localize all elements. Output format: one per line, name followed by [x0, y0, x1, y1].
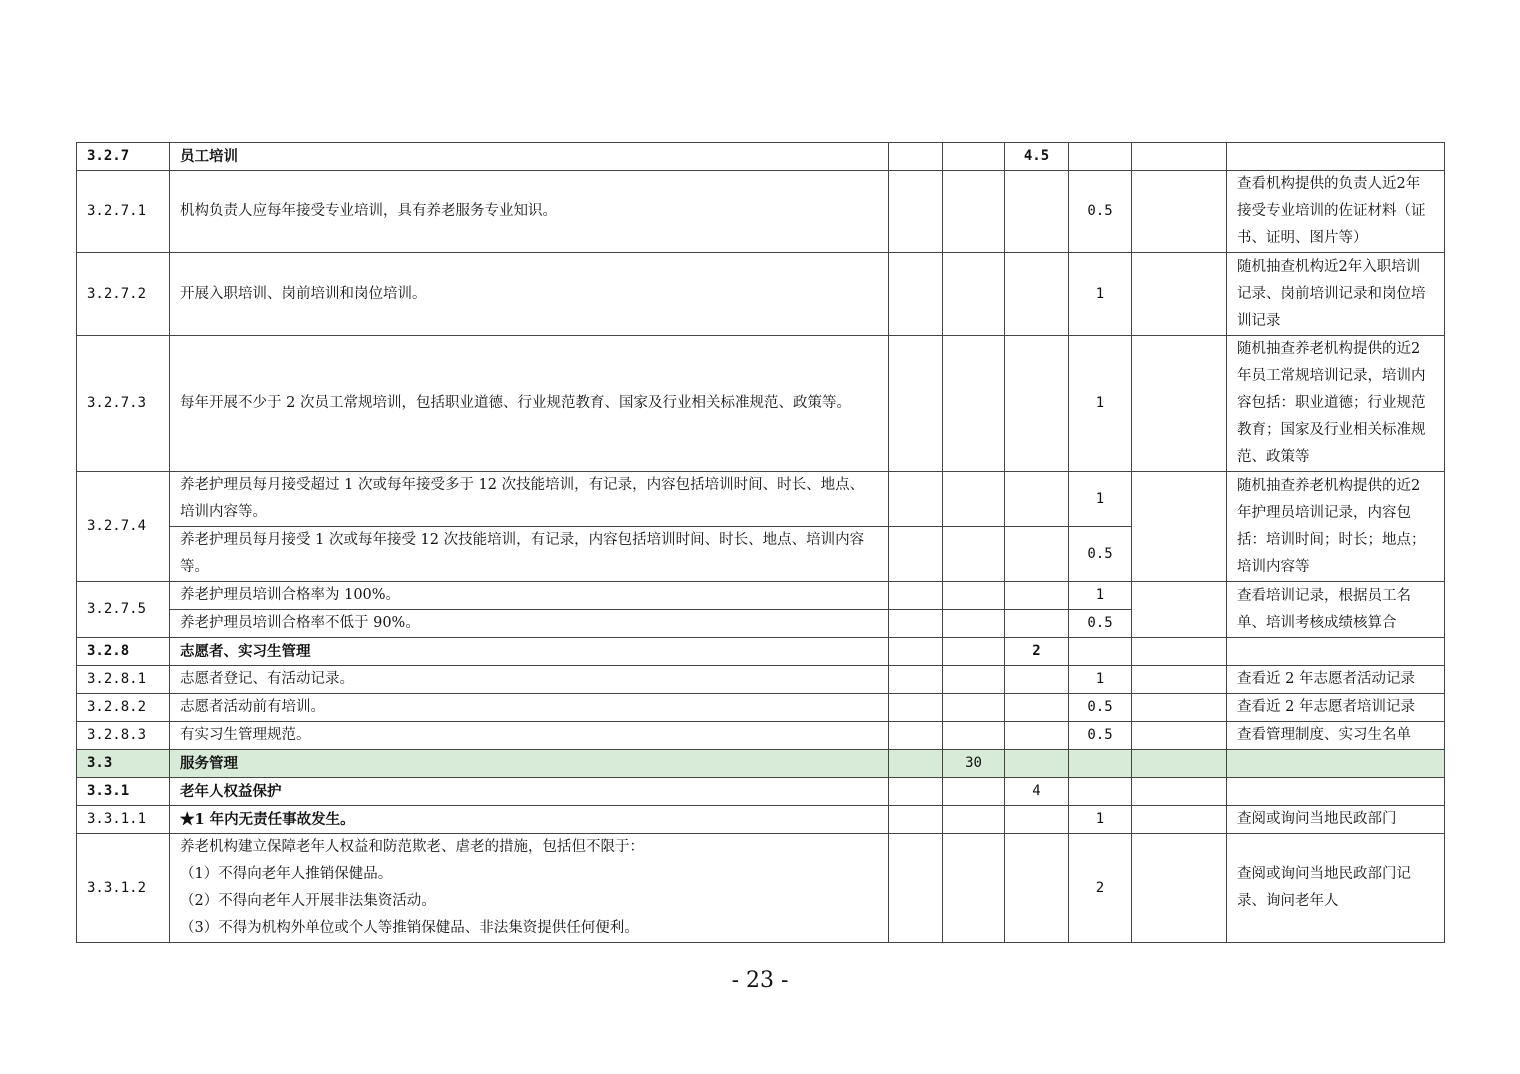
item-code: 3.2.7.2	[77, 253, 170, 336]
item-code: 3.2.7.4	[77, 472, 170, 582]
table-row	[77, 472, 1445, 527]
table-row	[77, 778, 1445, 806]
section-score: 4	[1005, 778, 1069, 806]
item-score: 1	[1069, 336, 1132, 472]
item-text: 机构负责人应每年接受专业培训，具有养老服务专业知识。	[170, 171, 889, 253]
item-text: ★1 年内无责任事故发生。	[170, 806, 889, 834]
total-score: 30	[943, 750, 1005, 778]
section-title: 服务管理	[170, 750, 889, 778]
item-score: 1	[1069, 806, 1132, 834]
item-text: 每年开展不少于 2 次员工常规培训，包括职业道德、行业规范教育、国家及行业相关标准规范、政策等。	[170, 336, 889, 472]
scoring-table	[76, 142, 1445, 943]
table-row	[77, 694, 1445, 722]
table-row	[77, 336, 1445, 472]
check-method: 查阅或询问当地民政部门	[1227, 806, 1445, 834]
item-code: 3.2.7.3	[77, 336, 170, 472]
item-code: 3.2.7	[77, 143, 170, 171]
table-row-section	[77, 750, 1445, 778]
item-score: 1	[1069, 472, 1132, 527]
section-score: 4.5	[1005, 143, 1069, 171]
item-code: 3.2.8.1	[77, 666, 170, 694]
item-text: 有实习生管理规范。	[170, 722, 889, 750]
item-code: 3.2.8	[77, 638, 170, 666]
item-code: 3.3	[77, 750, 170, 778]
page-number: - 23 -	[731, 968, 789, 993]
item-text: 志愿者活动前有培训。	[170, 694, 889, 722]
item-title: 志愿者、实习生管理	[170, 638, 889, 666]
item-code: 3.2.8.2	[77, 694, 170, 722]
table-row	[77, 171, 1445, 253]
item-code: 3.2.7.1	[77, 171, 170, 253]
check-method: 查阅或询问当地民政部门记录、询问老年人	[1227, 834, 1445, 943]
table-row	[77, 638, 1445, 666]
item-code: 3.3.1.2	[77, 834, 170, 943]
table-row	[77, 722, 1445, 750]
item-score: 1	[1069, 666, 1132, 694]
check-method: 查看管理制度、实习生名单	[1227, 722, 1445, 750]
table-row	[77, 666, 1445, 694]
item-line: （1）不得向老年人推销保健品。	[180, 866, 393, 882]
item-score: 0.5	[1069, 722, 1132, 750]
item-code: 3.3.1.1	[77, 806, 170, 834]
check-method: 查看机构提供的负责人近2年接受专业培训的佐证材料（证书、证明、图片等）	[1227, 171, 1445, 253]
item-score: 2	[1069, 834, 1132, 943]
section-score: 2	[1005, 638, 1069, 666]
item-text: 养老护理员培训合格率不低于 90%。	[170, 610, 889, 638]
table-row	[77, 253, 1445, 336]
item-text	[170, 834, 889, 943]
item-text: 养老护理员每月接受 1 次或每年接受 12 次技能培训，有记录，内容包括培训时间、时长、地点、培训内容等。	[170, 527, 889, 582]
item-text: 志愿者登记、有活动记录。	[170, 666, 889, 694]
item-line: 养老机构建立保障老年人权益和防范欺老、虐老的措施，包括但不限于：	[180, 839, 644, 855]
table-row	[77, 582, 1445, 610]
check-method: 随机抽查养老机构提供的近2年员工常规培训记录，培训内容包括：职业道德；行业规范教育；国家及行业相关标准规范、政策等	[1227, 336, 1445, 472]
check-method: 查看近 2 年志愿者培训记录	[1227, 694, 1445, 722]
item-code: 3.2.7.5	[77, 582, 170, 638]
item-line: （2）不得向老年人开展非法集资活动。	[180, 893, 436, 909]
item-code: 3.3.1	[77, 778, 170, 806]
item-score: 1	[1069, 582, 1132, 610]
check-method: 查看培训记录，根据员工名单、培训考核成绩核算合	[1227, 582, 1445, 638]
check-method: 随机抽查养老机构提供的近2年护理员培训记录，内容包括：培训时间；时长；地点；培训内容等	[1227, 472, 1445, 582]
table-row	[77, 806, 1445, 834]
item-title: 员工培训	[170, 143, 889, 171]
table-row	[77, 834, 1445, 943]
table-row	[77, 143, 1445, 171]
check-method: 查看近 2 年志愿者活动记录	[1227, 666, 1445, 694]
item-score: 0.5	[1069, 610, 1132, 638]
item-line: （3）不得为机构外单位或个人等推销保健品、非法集资提供任何便利。	[180, 920, 639, 936]
item-score: 0.5	[1069, 171, 1132, 253]
check-method: 随机抽查机构近2年入职培训记录、岗前培训记录和岗位培训记录	[1227, 253, 1445, 336]
item-text: 养老护理员培训合格率为 100%。	[170, 582, 889, 610]
item-title: 老年人权益保护	[170, 778, 889, 806]
item-code: 3.2.8.3	[77, 722, 170, 750]
item-score: 0.5	[1069, 527, 1132, 582]
item-text: 养老护理员每月接受超过 1 次或每年接受多于 12 次技能培训，有记录，内容包括培训时间、时长、地点、培训内容等。	[170, 472, 889, 527]
item-score: 0.5	[1069, 694, 1132, 722]
item-score: 1	[1069, 253, 1132, 336]
item-text: 开展入职培训、岗前培训和岗位培训。	[170, 253, 889, 336]
